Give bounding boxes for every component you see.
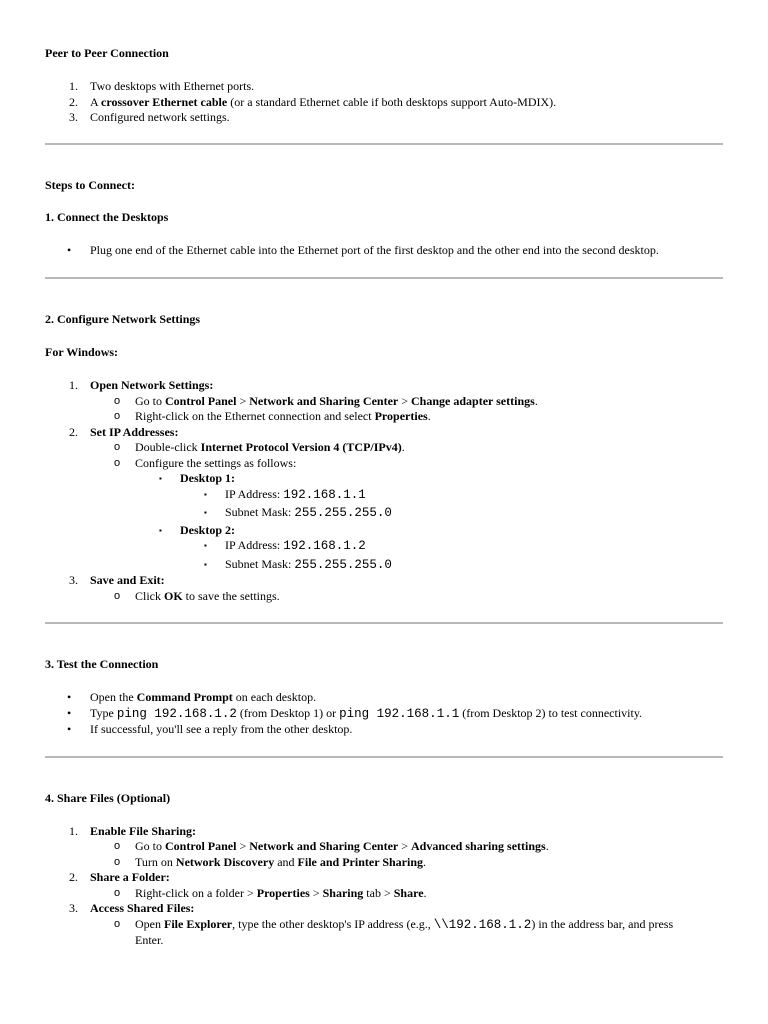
requirements-list <box>45 79 723 126</box>
circle-bullet-icon: o <box>114 840 121 852</box>
square-bullet-icon: ▪ <box>204 541 207 550</box>
list-item: 2. A crossover Ethernet cable (or a standard Ethernet cable if both desktops support Auto-MDIX). <box>69 94 557 109</box>
square-bullet-icon: ▪ <box>204 508 207 517</box>
list-item: 3. Save and Exit: <box>69 573 165 587</box>
list-item: o Right-click on the Ethernet connection and select Properties. <box>114 409 431 423</box>
circle-bullet-icon: o <box>114 917 121 930</box>
list-item: ▪ Desktop 2: <box>159 522 236 537</box>
list-item: 3. Configured network settings. <box>69 110 230 124</box>
list-item: ▪ Subnet Mask: 255.255.255.0 <box>204 505 392 520</box>
list-item: 2. Set IP Addresses: <box>69 424 179 439</box>
section-title-peer: Peer to Peer Connection <box>45 46 169 60</box>
list-item: 1. Enable File Sharing: <box>69 823 197 838</box>
list-item: ▪ Desktop 1: <box>159 471 236 485</box>
divider <box>45 277 723 279</box>
circle-bullet-icon: o <box>114 394 121 407</box>
circle-bullet-icon: o <box>114 855 121 868</box>
square-bullet-icon: ▪ <box>159 474 162 483</box>
circle-bullet-icon: o <box>114 410 121 422</box>
square-bullet-icon: ▪ <box>204 489 207 499</box>
square-bullet-icon: ▪ <box>159 525 162 535</box>
circle-bullet-icon: o <box>114 456 121 469</box>
divider <box>45 143 723 145</box>
ip-address: 192.168.1.2 <box>283 539 366 553</box>
bullet-icon: • <box>67 705 72 720</box>
subnet-mask: 255.255.255.0 <box>294 557 392 572</box>
list-item: ▪ IP Address: 192.168.1.2 <box>204 538 366 553</box>
divider <box>45 756 723 758</box>
step3-title: 3. Test the Connection <box>45 657 159 671</box>
bullet-icon: • <box>67 243 72 257</box>
square-bullet-icon: ▪ <box>204 559 207 569</box>
step3-list <box>45 690 723 738</box>
step1-list <box>45 243 723 259</box>
step2-title: 2. Configure Network Settings <box>45 311 201 326</box>
steps-heading: Steps to Connect: <box>45 177 135 192</box>
list-item: 3. Access Shared Files: <box>69 901 195 915</box>
ping-command: ping 192.168.1.1 <box>339 706 460 721</box>
list-item: o Go to Control Panel > Network and Sharing Center > Advanced sharing settings. <box>114 839 549 853</box>
list-item: 1. Two desktops with Ethernet ports. <box>69 79 255 93</box>
circle-bullet-icon: o <box>114 886 121 899</box>
unc-path: \\192.168.1.2 <box>433 917 532 932</box>
list-item: o Configure the settings as follows: <box>114 455 297 470</box>
step4-title: 4. Share Files (Optional) <box>45 790 171 805</box>
step4-list <box>45 824 723 949</box>
bullet-icon: • <box>67 722 72 736</box>
list-item: 2. Share a Folder: <box>69 870 170 884</box>
list-item: o Double-click Internet Protocol Version 4 (TCP/IPv4). <box>114 440 405 454</box>
divider <box>45 622 723 624</box>
ip-address: 192.168.1.1 <box>283 487 366 502</box>
list-item: o Go to Control Panel > Network and Sharing Center > Change adapter settings. <box>114 393 538 408</box>
step1-title: 1. Connect the Desktops <box>45 210 169 224</box>
circle-bullet-icon: o <box>114 589 121 602</box>
ping-command: ping 192.168.1.2 <box>116 706 237 721</box>
list-item: 1. Open Network Settings: <box>69 378 214 392</box>
list-item: o Open File Explorer, type the other desktop's IP address (e.g., \\192.168.1.2) in the address bar, and press Enter. <box>114 916 674 947</box>
bullet-icon: • <box>67 690 72 704</box>
list-item: • If successful, you'll see a reply from the other desktop. <box>67 722 353 736</box>
step2-list <box>45 378 723 604</box>
circle-bullet-icon: o <box>114 441 121 453</box>
list-item: o Right-click on a folder > Properties > Sharing tab > Share. <box>114 885 427 900</box>
list-item: • Open the Command Prompt on each desktop. <box>67 690 317 704</box>
list-item: o Turn on Network Discovery and File and Printer Sharing. <box>114 854 426 869</box>
for-windows-heading: For Windows: <box>45 344 119 359</box>
subnet-mask: 255.255.255.0 <box>294 506 392 520</box>
list-item: • Type ping 192.168.1.2 (from Desktop 1) or ping 192.168.1.1 (from Desktop 2) to test connectivity. <box>67 705 643 721</box>
list-item: ▪ IP Address: 192.168.1.1 <box>204 486 366 502</box>
list-item: • Plug one end of the Ethernet cable into the Ethernet port of the first desktop and the other end into the second desktop. <box>67 243 659 257</box>
list-item: ▪ Subnet Mask: 255.255.255.0 <box>204 556 392 572</box>
list-item: o Click OK to save the settings. <box>114 588 280 603</box>
